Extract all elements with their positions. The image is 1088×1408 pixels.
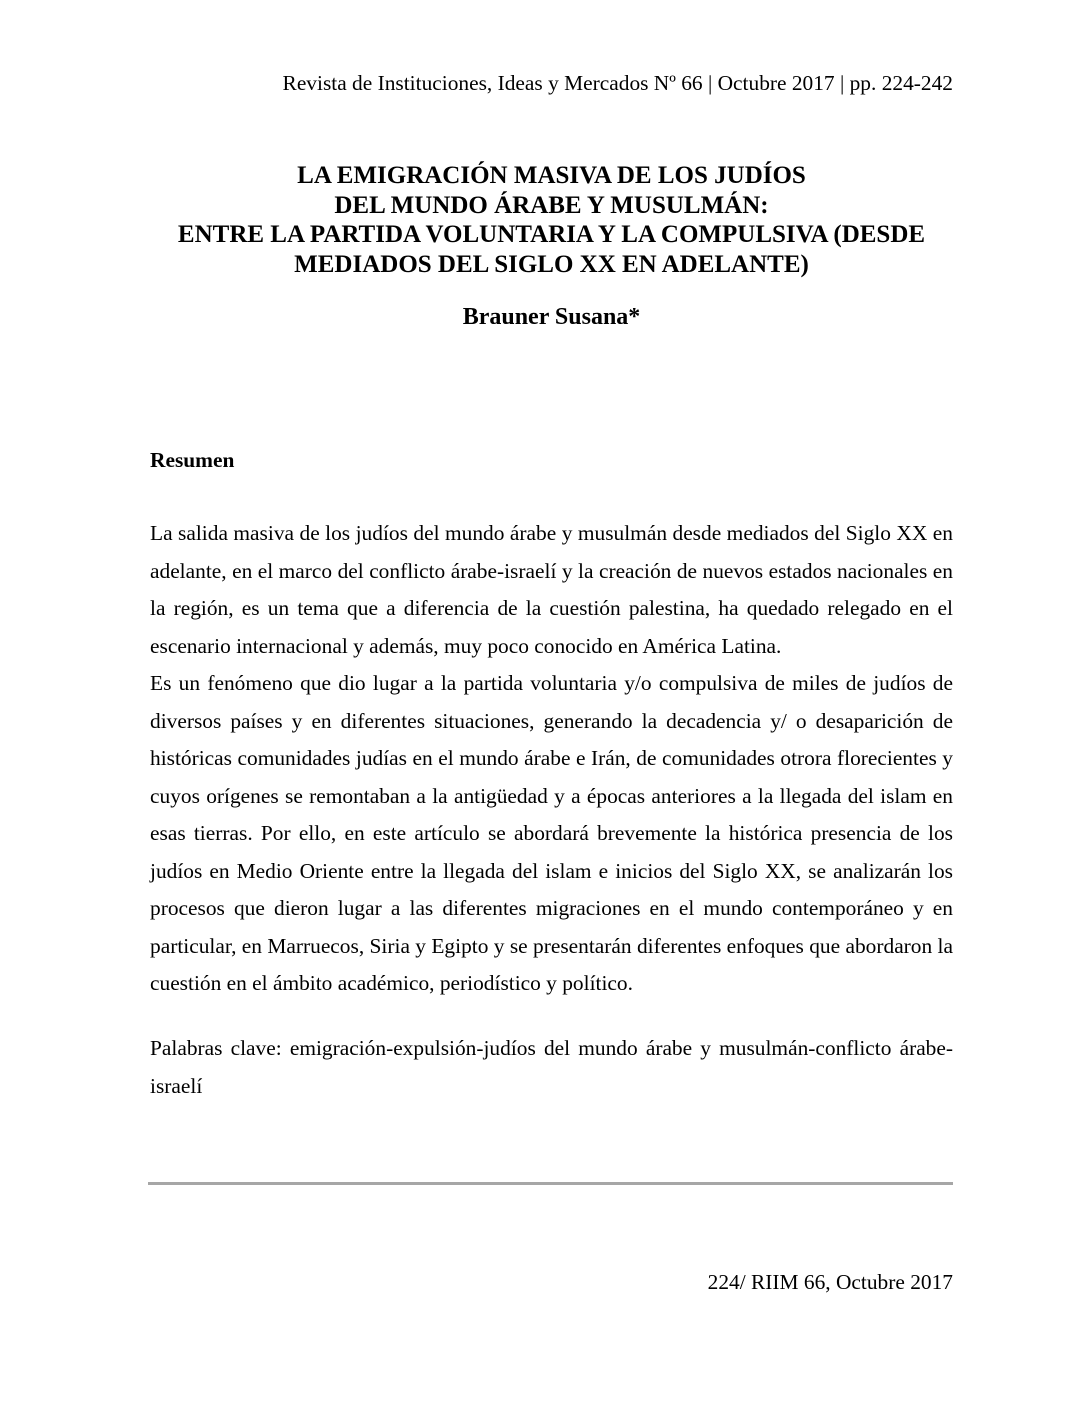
- article-title-line-2: DEL MUNDO ÁRABE Y MUSULMÁN:: [334, 191, 769, 219]
- keywords-line: Palabras clave: emigración-expulsión-judíos del mundo árabe y musulmán-conflicto árabe-israelí: [150, 1036, 953, 1098]
- abstract-paragraph-1: La salida masiva de los judíos del mundo árabe y musulmán desde mediados del Siglo XX en adelante, en el marco del conflicto árabe-israelí y la creación de nuevos estados nacionales en la región, es un tema que a diferencia de la cuestión palestina, ha quedado relegado en el escenario internacional y además, muy poco conocido en América Latina.: [150, 521, 953, 658]
- author-name: Brauner Susana*: [462, 304, 641, 330]
- article-title-line-3: ENTRE LA PARTIDA VOLUNTARIA Y LA COMPULSIVA (DESDE: [177, 221, 926, 249]
- page-footer: 224/ RIIM 66, Octubre 2017: [707, 1270, 953, 1294]
- article-title: [150, 161, 953, 280]
- journal-header: Revista de Instituciones, Ideas y Mercados Nº 66 | Octubre 2017 | pp. 224-242: [282, 71, 953, 95]
- article-title-line-1: LA EMIGRACIÓN MASIVA DE LOS JUDÍOS: [297, 162, 806, 189]
- footnote-rule: [148, 1182, 953, 1185]
- abstract-body: [150, 515, 953, 1003]
- abstract-heading: Resumen: [150, 448, 235, 472]
- abstract-paragraph-2: Es un fenómeno que dio lugar a la partida voluntaria y/o compulsiva de miles de judíos de diversos países y en diferentes situaciones, generando la decadencia y/ o desaparición de históricas comunidades judías en el mundo árabe e Irán, de comunidades otrora florecientes y cuyos orígenes se remontaban a la antigüedad y a épocas anteriores a la llegada del islam en esas tierras. Por ello, en este artículo se abordará brevemente la histórica presencia de los judíos en Medio Oriente entre la llegada del islam e inicios del Siglo XX, se analizarán los procesos que dieron lugar a las diferentes migraciones en el mundo contemporáneo y en particular, en Marruecos, Siria y Egipto y se presentarán diferentes enfoques que abordaron la cuestión en el ámbito académico, periodístico y político.: [150, 671, 953, 995]
- article-title-line-4: MEDIADOS DEL SIGLO XX EN ADELANTE): [294, 251, 809, 279]
